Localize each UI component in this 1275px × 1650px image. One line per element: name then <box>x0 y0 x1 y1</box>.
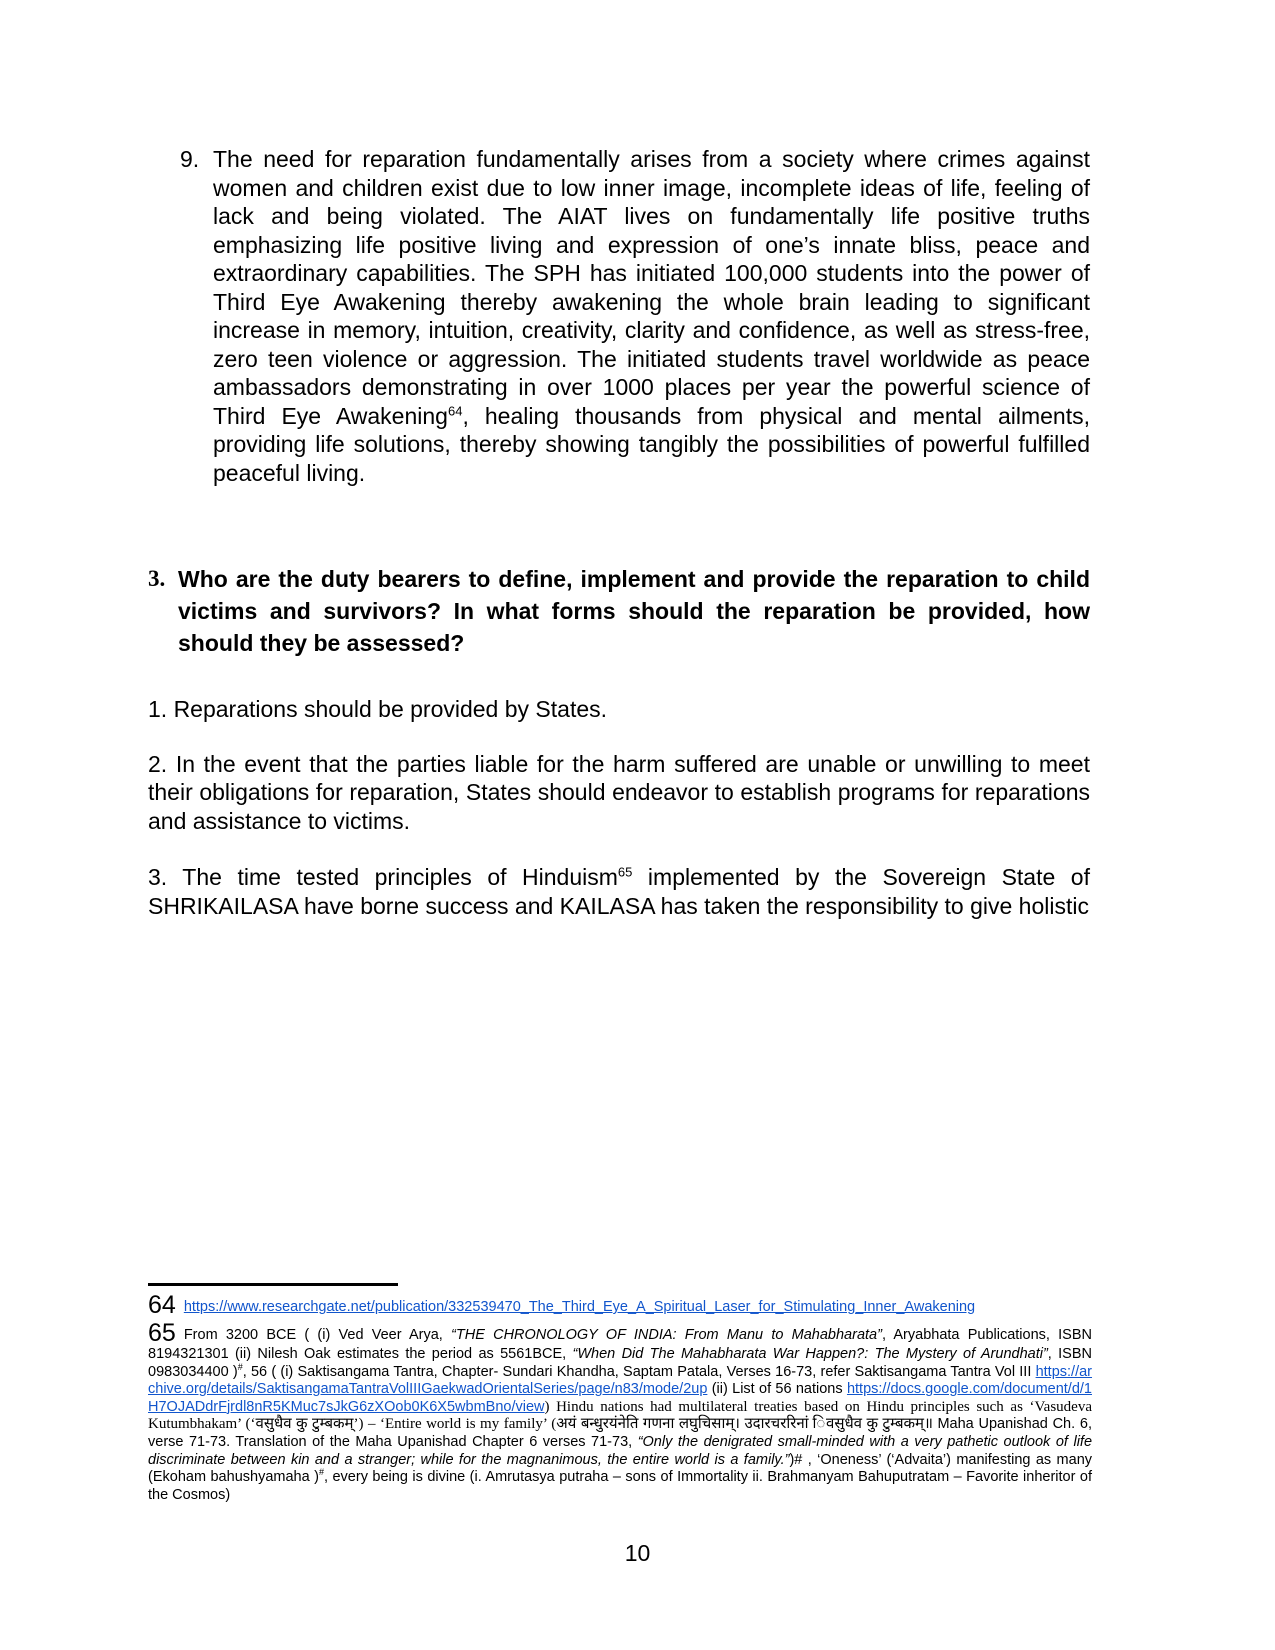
page-number: 10 <box>624 1540 651 1566</box>
answer-paragraph-3 <box>148 863 1090 920</box>
list-item-text <box>213 145 1090 487</box>
footnote-text-segment: )# , ‘Oneness’ (‘Advaita’) manifesting as many (Ekoham bahushyamaha ) <box>148 1451 1093 1486</box>
answer-paragraph-1: 1. Reparations should be provided by States. <box>148 696 608 722</box>
footnote-text-segment: , 56 ( (i) Saktisangama Tantra, Chapter- Sundari Khandha, Saptam Patala, Verses 16-73, refer Saktisangama Tantra Vol III <box>242 1363 1036 1380</box>
footnote-text-segment: (ii) List of 56 nations <box>707 1381 847 1398</box>
question-number: 3. <box>148 566 166 591</box>
paragraph-text: , healing thousands from physical and mental ailments, providing life solutions, thereby showing tangibly the possibilities of powerful fulfilled peaceful living. <box>213 402 1090 486</box>
footnote-64-number: 64 <box>148 1291 176 1319</box>
footnote-text-segment: # <box>318 1467 324 1478</box>
footnotes-section <box>148 1283 1092 1504</box>
footnote-link[interactable]: https://docs.google.com/document/d/1H7OJADdrFjrdl8nR5KMuc7sJkG6zXOob0K6X5wbmBno/view <box>148 1381 1092 1415</box>
footnote-link[interactable]: https://archive.org/details/SaktisangamaTantraVolIIIGaekwadOrientalSeries/page/n83/mode/2up <box>148 1363 1093 1398</box>
footnote-65 <box>148 1321 1092 1504</box>
footnote-text-segment: , Aryabhata Publications, ISBN 8194321301 (ii) Nilesh Oak estimates the period as 5561BCE, <box>148 1327 1092 1362</box>
main-text-area <box>148 145 1090 920</box>
footnote-text-segment: “Only the denigrated small-minded with a very pathetic outlook of life discriminate between kin and a stranger; while for the magnanimous, the entire world is a family.” <box>148 1433 1093 1468</box>
list-item-number: 9. <box>180 146 200 172</box>
footnote-text-segment: “When Did The Mahabharata War Happen?: The Mystery of Arundhati” <box>572 1346 1048 1362</box>
paragraph-text: The need for reparation fundamentally arises from a society where crimes against women and children exist due to low inner image, incomplete ideas of life, feeling of lack and being violated. The AIAT lives on fundamentally life positive truths emphasizing life positive living and expression of one’s innate bliss, peace and extraordinary capabilities. The SPH has initiated 100,000 students into the power of Third Eye Awakening thereby awakening the whole brain leading to significant increase in memory, intuition, creativity, clarity and confidence, as well as stress-free, zero teen violence or aggression. The initiated students travel worldwide as peace ambassadors demonstrating in over 1000 places per year the powerful science of Third Eye Awakening <box>213 146 1090 429</box>
footnote-text-segment: , ISBN 0983034400 ) <box>148 1346 1092 1380</box>
question-text: Who are the duty bearers to define, implement and provide the reparation to child victims and survivors? In what forms should the reparation be provided, how should they be assessed? <box>178 566 1090 656</box>
footnote-text-segment: Maha Upanishad Ch. 6, verse 71-73. Translation of the Maha Upanishad Chapter 6 verses 71-73, <box>148 1416 1093 1450</box>
footnote-ref-65: 65 <box>617 864 633 880</box>
footnote-64 <box>148 1293 1092 1318</box>
footnote-text-segment: , every being is divine (i. Amrutasya putraha – sons of Immortality ii. Brahmanyam Bahuputratam – Favorite inheritor of the Cosmos) <box>148 1469 1092 1503</box>
question-heading-3 <box>148 563 1090 659</box>
footnote-65-text <box>148 1327 1092 1503</box>
footnote-text-segment: ) Hindu nations had multilateral treaties based on Hindu principles such as ‘Vasudeva Kutumbhakam’ (‘वसुधैव कु टुम्बकम्’) – ‘Entire world is my family’ (अयं बन्धुरयंनेति गणना लघुचिसाम्। उदारचररिनां िवसुधैव कु टुम्बकम्॥ <box>148 1398 1092 1433</box>
answer-paragraph-2: 2. In the event that the parties liable for the harm suffered are unable or unwilling to meet their obligations for reparation, States should endeavor to establish programs for reparations and assistance to victims. <box>148 750 1090 834</box>
footnote-text-segment: From 3200 BCE ( (i) Ved Veer Arya, <box>183 1327 452 1343</box>
footnote-text-segment: “THE CHRONOLOGY OF INDIA: From Manu to Mahabharata” <box>451 1327 882 1343</box>
footnote-64-link[interactable]: https://www.researchgate.net/publication/332539470_The_Third_Eye_A_Spiritual_Laser_for_Stimulating_Inner_Awakening <box>183 1299 976 1315</box>
paragraph-text: 3. The time tested principles of Hinduism <box>148 864 618 890</box>
paragraph-text: implemented by the Sovereign State of SHRIKAILASA have borne success and KAILASA has taken the responsibility to give holistic <box>148 864 1090 919</box>
list-item-9 <box>148 145 1090 487</box>
footnote-separator <box>148 1283 398 1286</box>
footnote-65-number: 65 <box>148 1319 176 1347</box>
footnote-ref-64: 64 <box>447 402 463 418</box>
footnote-text-segment: # <box>237 1361 243 1372</box>
